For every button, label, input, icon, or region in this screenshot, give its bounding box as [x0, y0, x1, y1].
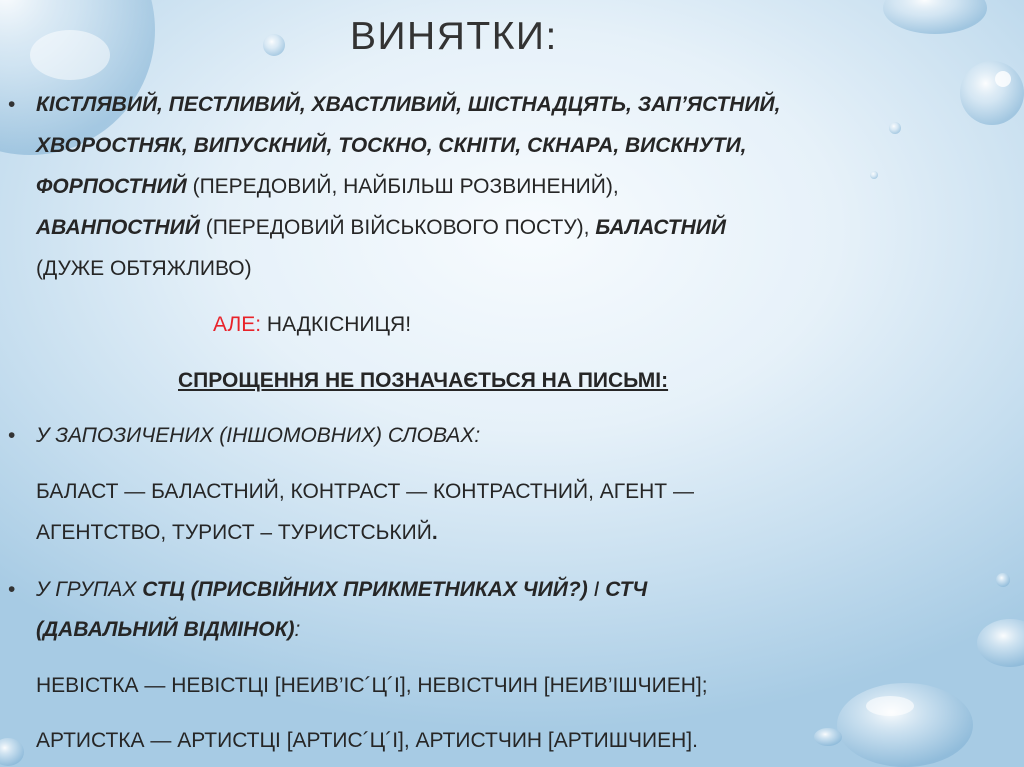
- b3-line-2-a: (ДАВАЛЬНИЙ ВІДМІНОК): [36, 618, 295, 641]
- b2-example-1: БАЛАСТ — БАЛАСТНИЙ, КОНТРАСТ — КОНТРАСТНИЙ, АГЕНТ —: [36, 480, 694, 503]
- section-heading: СПРОЩЕННЯ НЕ ПОЗНАЧАЄТЬСЯ НА ПИСЬМІ:: [178, 369, 669, 392]
- b3-line-1-c: І: [587, 578, 606, 601]
- b3-example-1: НЕВІСТКА — НЕВІСТЦІ [НЕИВ’ІС´Ц´І], НЕВІСТЧИН [НЕИВ’ІШЧИЕН];: [36, 674, 708, 697]
- word-avanpostnyi: АВАНПОСТНИЙ: [36, 216, 200, 239]
- b3-example-2: АРТИСТКА — АРТИСТЦІ [АРТИС´Ц´І], АРТИСТЧИН [АРТИШЧИЕН].: [36, 729, 698, 752]
- b2-example-2: [36, 520, 438, 546]
- word-forpostnyi: ФОРПОСТНИЙ: [36, 175, 187, 198]
- b3-line-1-b: СТЦ (ПРИСВІЙНИХ ПРИКМЕТНИКАХ ЧИЙ?): [142, 578, 588, 601]
- desc-avanpostnyi: (ПЕРЕДОВИЙ ВІЙСЬКОВОГО ПОСТУ),: [199, 216, 596, 239]
- b2-line-1: У ЗАПОЗИЧЕНИХ (ІНШОМОВНИХ) СЛОВАХ:: [36, 424, 481, 447]
- b1-line-1: КІСТЛЯВИЙ, ПЕСТЛИВИЙ, ХВАСТЛИВИЙ, ШІСТНАДЦЯТЬ, ЗАП’ЯСТНИЙ,: [36, 93, 781, 116]
- ale-line: [213, 312, 411, 338]
- b1-line-3: [36, 174, 619, 200]
- b1-line-4: [36, 215, 726, 241]
- b1-line-5: (ДУЖЕ ОБТЯЖЛИВО): [36, 257, 252, 280]
- b3-line-2: [36, 617, 300, 643]
- b2-example-2-text: АГЕНТСТВО, ТУРИСТ – ТУРИСТСЬКИЙ: [36, 521, 432, 544]
- slide-title: ВИНЯТКИ:: [350, 15, 558, 58]
- b3-line-1: [36, 577, 647, 603]
- word-balastnyi: БАЛАСТНИЙ: [595, 216, 726, 239]
- desc-forpostnyi: (ПЕРЕДОВИЙ, НАЙБІЛЬШ РОЗВИНЕНИЙ),: [186, 175, 619, 198]
- ale-label: АЛЕ:: [213, 313, 262, 336]
- ale-excl: !: [405, 313, 412, 336]
- b3-line-1-a: У ГРУПАХ: [36, 578, 143, 601]
- b1-line-2: ХВОРОСТНЯК, ВИПУСКНИЙ, ТОСКНО, СКНІТИ, СКНАРА, ВИСКНУТИ,: [36, 134, 747, 157]
- bullet-1: •: [8, 93, 16, 116]
- bullet-2: •: [8, 424, 16, 447]
- ale-word: НАДКІСНИЦЯ: [261, 313, 406, 336]
- b2-example-2-dot: .: [431, 521, 438, 544]
- bullet-3: •: [8, 578, 16, 601]
- b3-line-2-b: :: [294, 618, 301, 641]
- b3-line-1-d: СТЧ: [605, 578, 648, 601]
